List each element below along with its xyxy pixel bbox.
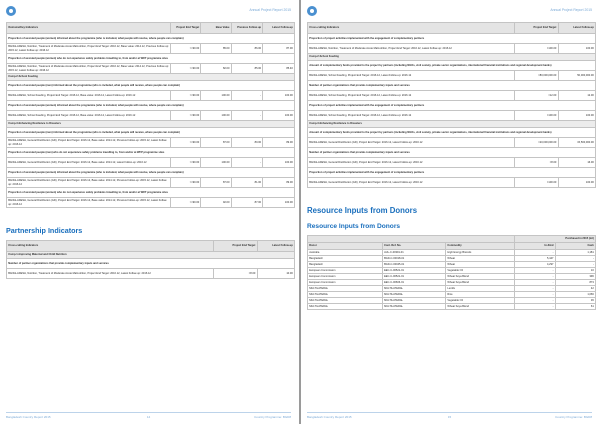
donor-cell: AUL-C-00391-01: [382, 250, 445, 256]
indicator-row: [7, 168, 295, 178]
donor-cell: MULTILATERAL: [308, 292, 383, 298]
indicator-title: Proportion of project activities implemented with the engagement of complementary partners: [308, 168, 596, 178]
row-value: 100.00: [263, 158, 295, 168]
donor-cell: EEC-C-00521-01: [382, 268, 445, 274]
table-row: [308, 111, 596, 121]
col-header: Project End Target: [171, 23, 201, 34]
table-row: [7, 111, 295, 121]
table-row: [308, 91, 596, 101]
row-value: 85.00: [201, 44, 231, 54]
indicator-title: Proportion of project activities implemented with the engagement of complementary partners: [308, 34, 596, 44]
row-value: =100.00: [515, 178, 558, 188]
donor-cell: 396: [555, 274, 595, 280]
row-description: BANGLADESH, General Distribution (GD), Project End Target: 2016.12, Base value: 2014.12, Previous Follow-up: 2015.12, Latest Follow-up: 2016.12: [7, 198, 171, 208]
indicator-title: Number of partner organizations that provide complementary inputs and services: [7, 259, 295, 269]
donor-cell: -: [515, 250, 555, 256]
row-description: BANGLADESH, General Distribution (GD), Project End Target: 2016.12, Latest Follow-up: 2016.12: [308, 158, 515, 168]
donor-cell: Wheat: [446, 256, 515, 262]
table-row: [7, 44, 295, 54]
footer-left-text: Bangladesh Country Report 2015: [6, 414, 51, 419]
row-value: =8.00: [515, 158, 558, 168]
section-title: Comp.3-Enhancing Resilience to Disasters: [7, 121, 295, 128]
col-header: Latest Follow-up: [257, 241, 294, 252]
table-header-row: [308, 243, 596, 250]
row-value: =20,000,000.00: [515, 138, 558, 148]
donor-cell: 4,297: [515, 262, 555, 268]
col-header: Cross-cutting Indicators: [7, 241, 214, 252]
donor-cell: Wheat Soya Blend: [446, 304, 515, 310]
col-header: Donor: [308, 243, 383, 250]
indicator-row: [308, 61, 596, 71]
row-value: 15,500,000.00: [558, 138, 595, 148]
table-header-row: [7, 241, 295, 252]
outcome-indicators-table: [6, 22, 295, 208]
indicator-title: Proportion of assisted people (men) informed about the programme (who is included, what people will receive, where people can complain): [7, 128, 295, 138]
donor-cell: -: [515, 274, 555, 280]
page-footer: [307, 412, 592, 419]
indicator-row: [7, 259, 295, 269]
row-value: =8.00: [214, 269, 257, 279]
row-value: 86.00: [231, 44, 263, 54]
indicator-title: Proportion of assisted people (women) informed about the programme (who is included, what people will receive, where people can complain): [7, 34, 295, 44]
row-description: BANGLADESH, School Feeding, Project End Target: 2016.12, Base value: 2016.12, Latest Follow-up: 2016.12: [7, 91, 171, 101]
group-header-blank: [308, 236, 515, 243]
donor-cell: -: [515, 304, 555, 310]
col-header: Latest Follow-up: [263, 23, 295, 34]
row-value: -: [231, 91, 263, 101]
table-row: [7, 64, 295, 74]
donor-cell: Wheat: [446, 262, 515, 268]
footer-left-text: Bangladesh Country Report 2015: [307, 414, 352, 419]
row-description: BANGLADESH, General Distribution (GD), Project End Target: 2016.12, Latest Follow-up: 2016.12: [308, 178, 515, 188]
row-value: >=90.00: [171, 91, 201, 101]
row-value: 89.00: [263, 178, 295, 188]
donor-cell: Lentils: [446, 286, 515, 292]
row-description: BANGLADESH, School Feeding, Project End Target: 2016.12, Latest Follow-up: 2016.12: [308, 71, 515, 81]
col-header: Project End Target: [214, 241, 257, 252]
col-header: Base Value: [201, 23, 231, 34]
right-page: [301, 0, 600, 424]
purchased-group-header: Purchased in 2015 (mt): [515, 236, 596, 243]
donor-cell: Australia: [308, 250, 383, 256]
page-header: [307, 6, 592, 18]
donor-cell: Vegetable Oil: [446, 268, 515, 274]
donor-cell: 5,447: [515, 256, 555, 262]
row-value: >=90.00: [171, 138, 201, 148]
indicator-row: [7, 34, 295, 44]
donor-cell: 61: [555, 304, 595, 310]
indicator-title: Proportion of project activities implemented with the engagement of complementary partners: [308, 101, 596, 111]
donor-cell: MULTILATERAL: [382, 298, 445, 304]
left-page: [0, 0, 299, 424]
row-value: =80,000,000.00: [515, 71, 558, 81]
row-description: BANGLADESH, Nutrition, Treatment of Moderate Acute Malnutrition, Project End Target: 2016.12, Base value: 2014.12, Previous Follow-up: 2015.12, Latest Follow-up: 2016.12: [8, 44, 169, 52]
row-value: 80.00: [231, 138, 263, 148]
header-title: Annual Project Report 2015: [249, 8, 291, 12]
donor-cell: -: [515, 268, 555, 274]
table-row: [7, 158, 295, 168]
section-title: Comp.2-School Feeding: [7, 74, 295, 81]
indicator-row: [7, 101, 295, 111]
row-value: 100.00: [558, 111, 595, 121]
indicator-title: Proportion of assisted people (women) informed about the programme (who is included, what people will receive, where people can complain): [7, 168, 295, 178]
table-row: [308, 44, 596, 54]
indicator-row: [7, 128, 295, 138]
donor-cell: -: [515, 292, 555, 298]
header-title: Annual Project Report 2015: [550, 8, 592, 12]
donor-cell: 36: [555, 298, 595, 304]
row-value: 10.00: [257, 269, 294, 279]
col-header: Cont. Ref. No.: [382, 243, 445, 250]
donor-cell: Rice: [446, 292, 515, 298]
row-value: 87.00: [201, 178, 231, 188]
partnership-heading: Partnership Indicators: [6, 226, 83, 235]
row-description: BANGLADESH, General Distribution (GD), Project End Target: 2016.12, Base value: 2014.12, Latest Follow-up: 2016.12: [7, 158, 171, 168]
donor-cell: MULTILATERAL: [382, 304, 445, 310]
table-row: [308, 71, 596, 81]
indicator-title: Amount of complementary funds provided to the project by partners (including NGOs, civil society, private sector organizations, international financial institutions and regional development banks): [308, 128, 596, 138]
indicator-title: Number of partner organizations that provide complementary inputs and services: [308, 81, 596, 91]
indicator-row: [7, 188, 295, 198]
indicator-row: [7, 148, 295, 158]
row-value: 100.00: [558, 178, 595, 188]
row-value: 100.00: [558, 44, 595, 54]
row-value: 100.00: [201, 91, 231, 101]
donor-cell: Bangladesh: [308, 262, 383, 268]
table-header-row: [7, 23, 295, 34]
page-footer: [6, 412, 291, 419]
donor-cell: -: [515, 286, 555, 292]
row-value: 89.00: [263, 138, 295, 148]
cross-cutting-indicators-table: [307, 22, 596, 188]
row-value: 16.00: [558, 158, 595, 168]
section-row: [308, 121, 596, 128]
row-value: >=90.00: [171, 111, 201, 121]
table-row: [308, 178, 596, 188]
row-value: 100.00: [201, 158, 231, 168]
indicator-row: [308, 34, 596, 44]
donor-cell: -: [515, 298, 555, 304]
table-header-row: [308, 23, 596, 34]
row-description: BANGLADESH, School Feeding, Project End Target: 2016.12, Base value: 2016.12, Latest Follow-up: 2016.12: [7, 111, 171, 121]
donor-cell: 1,181: [555, 250, 595, 256]
row-value: >=90.00: [171, 64, 201, 74]
row-value: 87.00: [231, 198, 263, 208]
donor-cell: EEC-C-00521-01: [382, 274, 445, 280]
table-row: [308, 138, 596, 148]
row-value: 100.00: [263, 111, 295, 121]
donor-cell: European Commission: [308, 268, 383, 274]
page-number: 15: [447, 414, 452, 419]
indicator-row: [308, 168, 596, 178]
row-description: BANGLADESH, Nutrition, Treatment of Moderate Acute Malnutrition, Project End Target: 2016.12, Latest Follow-up: 2016.12: [7, 269, 214, 279]
indicator-row: [308, 81, 596, 91]
indicator-title: Proportion of assisted people (women) who do not experience safety problems travelling to, from and/or at WFP programme sites: [7, 188, 295, 198]
section-row: [7, 252, 295, 259]
col-header: Cash: [555, 243, 595, 250]
page-number: 14: [146, 414, 151, 419]
row-value: 100.00: [263, 198, 295, 208]
donor-cell: MULTILATERAL: [382, 292, 445, 298]
donor-row: [308, 304, 596, 310]
indicator-title: Proportion of assisted people (men) informed about the programme (who is included, what people will receive, where people can complain): [7, 81, 295, 91]
indicator-row: [308, 148, 596, 158]
donor-cell: MULTILATERAL: [308, 298, 383, 304]
footer-right-text: Country Programme: BGD8: [555, 414, 592, 419]
table-group-header-row: [308, 236, 596, 243]
footer-right-text: Country Programme: BGD8: [254, 414, 291, 419]
row-value: >=90.00: [171, 158, 201, 168]
col-header: In-Kind: [515, 243, 555, 250]
col-header: Latest Follow-up: [558, 23, 595, 34]
table-row: [7, 269, 295, 279]
row-value: >=90.00: [171, 198, 201, 208]
section-title: Comp.3-Enhancing Resilience to Disasters: [308, 121, 596, 128]
row-value: -: [231, 111, 263, 121]
indicator-title: Proportion of assisted people (men) who do not experience safety problems travelling to, from and/or at WFP programme sites: [7, 148, 295, 158]
col-header: Commodity: [446, 243, 515, 250]
donor-cell: BGD-C-00045-01: [382, 262, 445, 268]
donor-cell: 873: [555, 280, 595, 286]
row-value: >=90.00: [171, 178, 201, 188]
row-value: 81.00: [231, 178, 263, 188]
section-title: Comp.2-School Feeding: [308, 54, 596, 61]
row-value: 92.00: [201, 198, 231, 208]
indicator-title: Proportion of assisted people (women) who do not experience safety problems travelling to, from and/or at WFP programme sites: [7, 54, 295, 64]
resource-subheading: Resource Inputs from Donors: [307, 223, 401, 230]
donor-cell: MULTILATERAL: [308, 304, 383, 310]
row-description: BANGLADESH, School Feeding, Project End Target: 2016.12, Latest Follow-up: 2016.12: [308, 91, 515, 101]
donor-cell: European Commission: [308, 274, 383, 280]
donor-cell: -: [555, 262, 595, 268]
row-value: -: [231, 158, 263, 168]
row-value: =100.00: [515, 111, 558, 121]
row-value: >=90.00: [171, 44, 201, 54]
row-description: BANGLADESH, General Distribution (GD), Project End Target: 2016.12, Base value: 2014.12, Previous Follow-up: 2015.12, Latest Follow-up: 2016.12: [7, 178, 171, 188]
indicator-title: Number of partner organizations that provide complementary inputs and services: [308, 148, 596, 158]
partnership-indicators-table: [6, 240, 295, 279]
table-row: [7, 91, 295, 101]
table-row: [7, 198, 295, 208]
section-title: Comp.1-Improving Maternal and Child Nutrition: [7, 252, 295, 259]
row-value: 87.00: [201, 138, 231, 148]
col-header: Project End Target: [515, 23, 558, 34]
donor-cell: -: [515, 280, 555, 286]
row-description: BANGLADESH, General Distribution (GD), Project End Target: 2016.12, Latest Follow-up: 2016.12: [308, 138, 515, 148]
wfp-logo-icon: [6, 6, 16, 16]
donor-cell: Vegetable Oil: [446, 298, 515, 304]
table-row: [7, 178, 295, 188]
donor-cell: High Energy Biscuits: [446, 250, 515, 256]
indicator-row: [7, 54, 295, 64]
page-header: [6, 6, 291, 18]
col-header: Outcome/Key Indicators: [7, 23, 171, 34]
donor-cell: MULTILATERAL: [308, 286, 383, 292]
row-description: BANGLADESH, Nutrition, Treatment of Moderate Acute Malnutrition, Project End Target: 2016.12, Latest Follow-up: 2016.12: [308, 44, 515, 54]
donor-cell: European Commission: [308, 280, 383, 286]
resource-heading: Resource Inputs from Donors: [307, 206, 418, 215]
donor-resources-table: [307, 235, 596, 310]
section-row: [308, 54, 596, 61]
row-value: 12.00: [558, 91, 595, 101]
wfp-logo-icon: [307, 6, 317, 16]
donor-cell: EEC-C-00606-01: [382, 280, 445, 286]
indicator-row: [308, 101, 596, 111]
donor-cell: 1,066: [555, 292, 595, 298]
row-description: BANGLADESH, General Distribution (GD), Project End Target: 2016.12, Base value: 2014.12, Previous Follow-up: 2015.12, Latest Follow-up: 2016.12: [7, 138, 171, 148]
indicator-title: Proportion of assisted people (women) informed about the programme (who is included, what people will receive, where people can complain): [7, 101, 295, 111]
col-header: Previous Follow-up: [231, 23, 263, 34]
donor-cell: Wheat Soya Blend: [446, 280, 515, 286]
donor-cell: BGD-C-00018-01: [382, 256, 445, 262]
table-row: [308, 158, 596, 168]
donor-cell: Bangladesh: [308, 256, 383, 262]
row-value: =12.00: [515, 91, 558, 101]
indicator-title: Amount of complementary funds provided to the project by partners (including NGOs, civil society, private sector organizations, international financial institutions and regional development banks): [308, 61, 596, 71]
indicator-row: [308, 128, 596, 138]
row-value: 100.00: [201, 111, 231, 121]
section-row: [7, 121, 295, 128]
donor-cell: -: [555, 256, 595, 262]
row-value: 85.40: [263, 64, 295, 74]
table-row: [7, 138, 295, 148]
row-value: 85.00: [231, 64, 263, 74]
row-value: =100.00: [515, 44, 558, 54]
row-value: 100.00: [263, 91, 295, 101]
row-value: 82.00: [201, 64, 231, 74]
donor-cell: Wheat Soya Blend: [446, 274, 515, 280]
row-description: BANGLADESH, Nutrition, Treatment of Moderate Acute Malnutrition, Project End Target: 2016.12, Base value: 2014.12, Previous Follow-up: 2015.12, Latest Follow-up: 2016.12: [8, 64, 169, 72]
col-header: Cross-cutting Indicators: [308, 23, 515, 34]
section-row: [7, 74, 295, 81]
indicator-row: [7, 81, 295, 91]
donor-cell: MULTILATERAL: [382, 286, 445, 292]
row-value: 87.00: [263, 44, 295, 54]
row-description: BANGLADESH, School Feeding, Project End Target: 2016.12, Latest Follow-up: 2016.12: [308, 111, 515, 121]
donor-cell: 10: [555, 268, 595, 274]
donor-cell: 42: [555, 286, 595, 292]
row-value: 50,000,000.00: [558, 71, 595, 81]
